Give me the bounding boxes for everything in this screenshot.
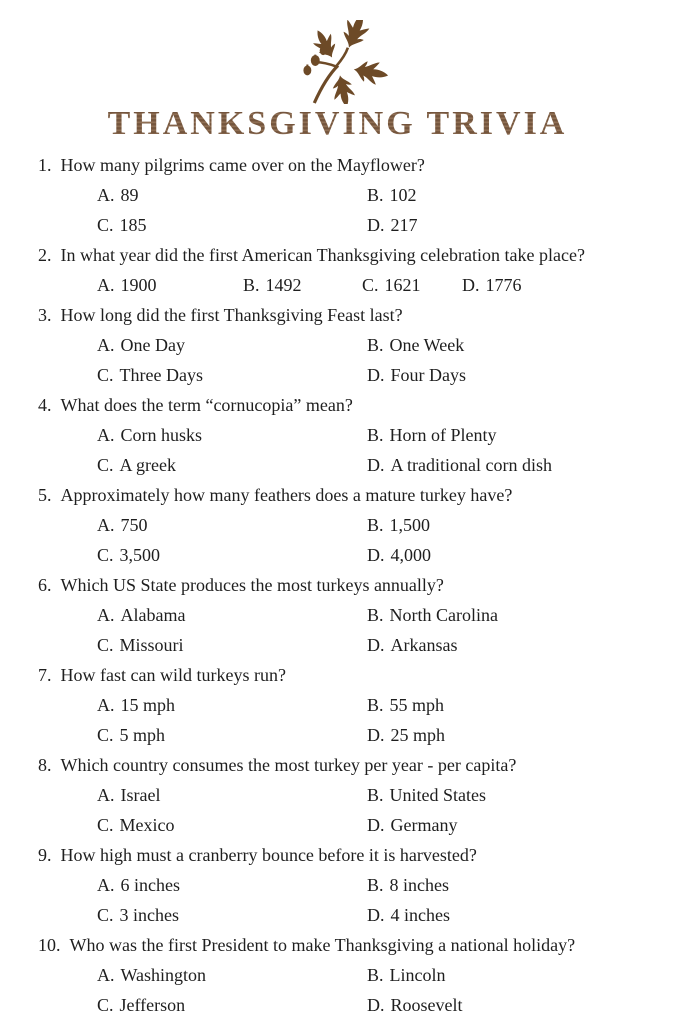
option-text: Jefferson — [119, 995, 186, 1015]
question-2 — [38, 240, 645, 300]
option-text: 1900 — [120, 275, 157, 295]
option-letter: A. — [97, 335, 115, 355]
option-d — [367, 360, 645, 390]
question-number: 1. — [38, 155, 52, 175]
option-b — [367, 690, 645, 720]
option-text: 1492 — [265, 275, 302, 295]
option-letter: C. — [97, 365, 114, 385]
option-b — [367, 780, 645, 810]
option-text: 55 mph — [389, 695, 445, 715]
option-d — [367, 990, 645, 1020]
option-letter: A. — [97, 425, 115, 445]
option-b — [243, 270, 362, 300]
option-a — [97, 870, 367, 900]
option-text: 3,500 — [119, 545, 161, 565]
option-text: North Carolina — [389, 605, 498, 625]
option-text: Corn husks — [120, 425, 203, 445]
option-text: 185 — [119, 215, 147, 235]
option-b — [367, 960, 645, 990]
option-letter: A. — [97, 695, 115, 715]
option-c — [97, 630, 367, 660]
option-letter: C. — [97, 725, 114, 745]
question-3 — [38, 300, 645, 390]
option-text: 217 — [390, 215, 418, 235]
option-text: United States — [389, 785, 487, 805]
option-c — [97, 540, 367, 570]
option-letter: D. — [367, 725, 385, 745]
option-text: One Day — [120, 335, 185, 355]
option-text: 1776 — [485, 275, 522, 295]
option-letter: A. — [97, 605, 115, 625]
option-d — [367, 210, 645, 240]
option-letter: B. — [367, 785, 384, 805]
question-number: 8. — [38, 755, 52, 775]
option-c — [97, 810, 367, 840]
options — [97, 270, 645, 300]
question-number: 2. — [38, 245, 52, 265]
option-text: Three Days — [119, 365, 203, 385]
question-1 — [38, 150, 645, 240]
option-letter: D. — [462, 275, 480, 295]
options — [97, 420, 645, 480]
option-d — [367, 450, 645, 480]
options — [97, 180, 645, 240]
options — [97, 960, 645, 1020]
option-letter: D. — [367, 365, 385, 385]
option-a — [97, 510, 367, 540]
option-letter: C. — [97, 635, 114, 655]
option-text: 750 — [120, 515, 148, 535]
question-text: Approximately how many feathers does a mature turkey have? — [60, 485, 513, 505]
option-text: Roosevelt — [390, 995, 463, 1015]
question-text: Who was the first President to make Thanksgiving a national holiday? — [69, 935, 576, 955]
option-a — [97, 690, 367, 720]
option-a — [97, 960, 367, 990]
question-text: In what year did the first American Thanksgiving celebration take place? — [60, 245, 585, 265]
option-text: 89 — [120, 185, 139, 205]
option-text: 8 inches — [389, 875, 449, 895]
options — [97, 870, 645, 930]
question-number: 10. — [38, 935, 61, 955]
option-text: 4,000 — [390, 545, 431, 565]
option-c — [97, 720, 367, 750]
option-text: Israel — [120, 785, 161, 805]
options — [97, 510, 645, 570]
option-b — [367, 510, 645, 540]
option-letter: B. — [367, 335, 384, 355]
option-d — [367, 810, 645, 840]
option-letter: A. — [97, 515, 115, 535]
question-number: 3. — [38, 305, 52, 325]
question-6 — [38, 570, 645, 660]
option-text: One Week — [389, 335, 465, 355]
options — [97, 600, 645, 660]
option-text: A greek — [119, 455, 176, 475]
option-text: Germany — [390, 815, 458, 835]
option-letter: D. — [367, 455, 385, 475]
option-letter: B. — [367, 185, 384, 205]
option-letter: C. — [97, 995, 114, 1015]
option-letter: A. — [97, 185, 115, 205]
option-text: Missouri — [119, 635, 184, 655]
question-number: 9. — [38, 845, 52, 865]
option-letter: A. — [97, 275, 115, 295]
option-text: Alabama — [120, 605, 186, 625]
question-text: How fast can wild turkeys run? — [60, 665, 286, 685]
option-text: 6 inches — [120, 875, 180, 895]
option-text: Washington — [120, 965, 207, 985]
option-text: Horn of Plenty — [389, 425, 497, 445]
option-b — [367, 870, 645, 900]
option-b — [367, 180, 645, 210]
question-text: How long did the first Thanksgiving Feast last? — [60, 305, 403, 325]
question-list — [0, 142, 675, 1020]
option-text: A traditional corn dish — [390, 455, 552, 475]
option-a — [97, 270, 243, 300]
option-letter: A. — [97, 785, 115, 805]
option-text: 5 mph — [119, 725, 166, 745]
option-letter: D. — [367, 215, 385, 235]
option-d — [462, 270, 645, 300]
question-10 — [38, 930, 645, 1020]
option-letter: C. — [362, 275, 379, 295]
option-b — [367, 330, 645, 360]
options — [97, 780, 645, 840]
option-letter: B. — [367, 605, 384, 625]
option-letter: D. — [367, 905, 385, 925]
question-8 — [38, 750, 645, 840]
options — [97, 690, 645, 750]
option-text: Four Days — [390, 365, 466, 385]
options — [97, 330, 645, 390]
option-a — [97, 780, 367, 810]
option-text: Mexico — [119, 815, 175, 835]
option-text: 4 inches — [390, 905, 450, 925]
option-c — [97, 360, 367, 390]
option-letter: B. — [367, 515, 384, 535]
question-5 — [38, 480, 645, 570]
option-text: 1,500 — [389, 515, 431, 535]
question-text: How many pilgrims came over on the Mayflower? — [60, 155, 425, 175]
question-text: Which US State produces the most turkeys annually? — [60, 575, 444, 595]
option-d — [367, 720, 645, 750]
question-4 — [38, 390, 645, 480]
option-letter: C. — [97, 545, 114, 565]
option-text: Lincoln — [389, 965, 446, 985]
option-c — [97, 990, 367, 1020]
option-text: 3 inches — [119, 905, 179, 925]
question-number: 4. — [38, 395, 52, 415]
question-number: 5. — [38, 485, 52, 505]
option-text: Arkansas — [390, 635, 458, 655]
question-7 — [38, 660, 645, 750]
option-b — [367, 600, 645, 630]
option-c — [97, 450, 367, 480]
option-a — [97, 180, 367, 210]
option-letter: C. — [97, 455, 114, 475]
question-number: 6. — [38, 575, 52, 595]
question-number: 7. — [38, 665, 52, 685]
option-c — [362, 270, 462, 300]
question-text: What does the term “cornucopia” mean? — [60, 395, 353, 415]
option-d — [367, 540, 645, 570]
option-letter: B. — [367, 425, 384, 445]
option-text: 102 — [389, 185, 417, 205]
option-letter: A. — [97, 875, 115, 895]
option-text: 1621 — [384, 275, 421, 295]
option-letter: B. — [367, 875, 384, 895]
option-c — [97, 900, 367, 930]
option-a — [97, 600, 367, 630]
option-text: 15 mph — [120, 695, 176, 715]
option-letter: D. — [367, 995, 385, 1015]
option-letter: B. — [367, 965, 384, 985]
option-a — [97, 330, 367, 360]
option-b — [367, 420, 645, 450]
option-d — [367, 630, 645, 660]
option-letter: C. — [97, 905, 114, 925]
option-letter: B. — [367, 695, 384, 715]
option-letter: C. — [97, 215, 114, 235]
question-9 — [38, 840, 645, 930]
option-letter: D. — [367, 635, 385, 655]
oak-leaf-sprig-icon — [0, 20, 675, 104]
option-letter: A. — [97, 965, 115, 985]
question-text: How high must a cranberry bounce before it is harvested? — [60, 845, 477, 865]
option-letter: D. — [367, 545, 385, 565]
option-letter: C. — [97, 815, 114, 835]
question-text: Which country consumes the most turkey per year - per capita? — [60, 755, 517, 775]
option-letter: B. — [243, 275, 260, 295]
option-d — [367, 900, 645, 930]
page-title: THANKSGIVING TRIVIA — [0, 106, 675, 142]
header — [0, 0, 675, 142]
option-letter: D. — [367, 815, 385, 835]
option-a — [97, 420, 367, 450]
option-c — [97, 210, 367, 240]
option-text: 25 mph — [390, 725, 446, 745]
